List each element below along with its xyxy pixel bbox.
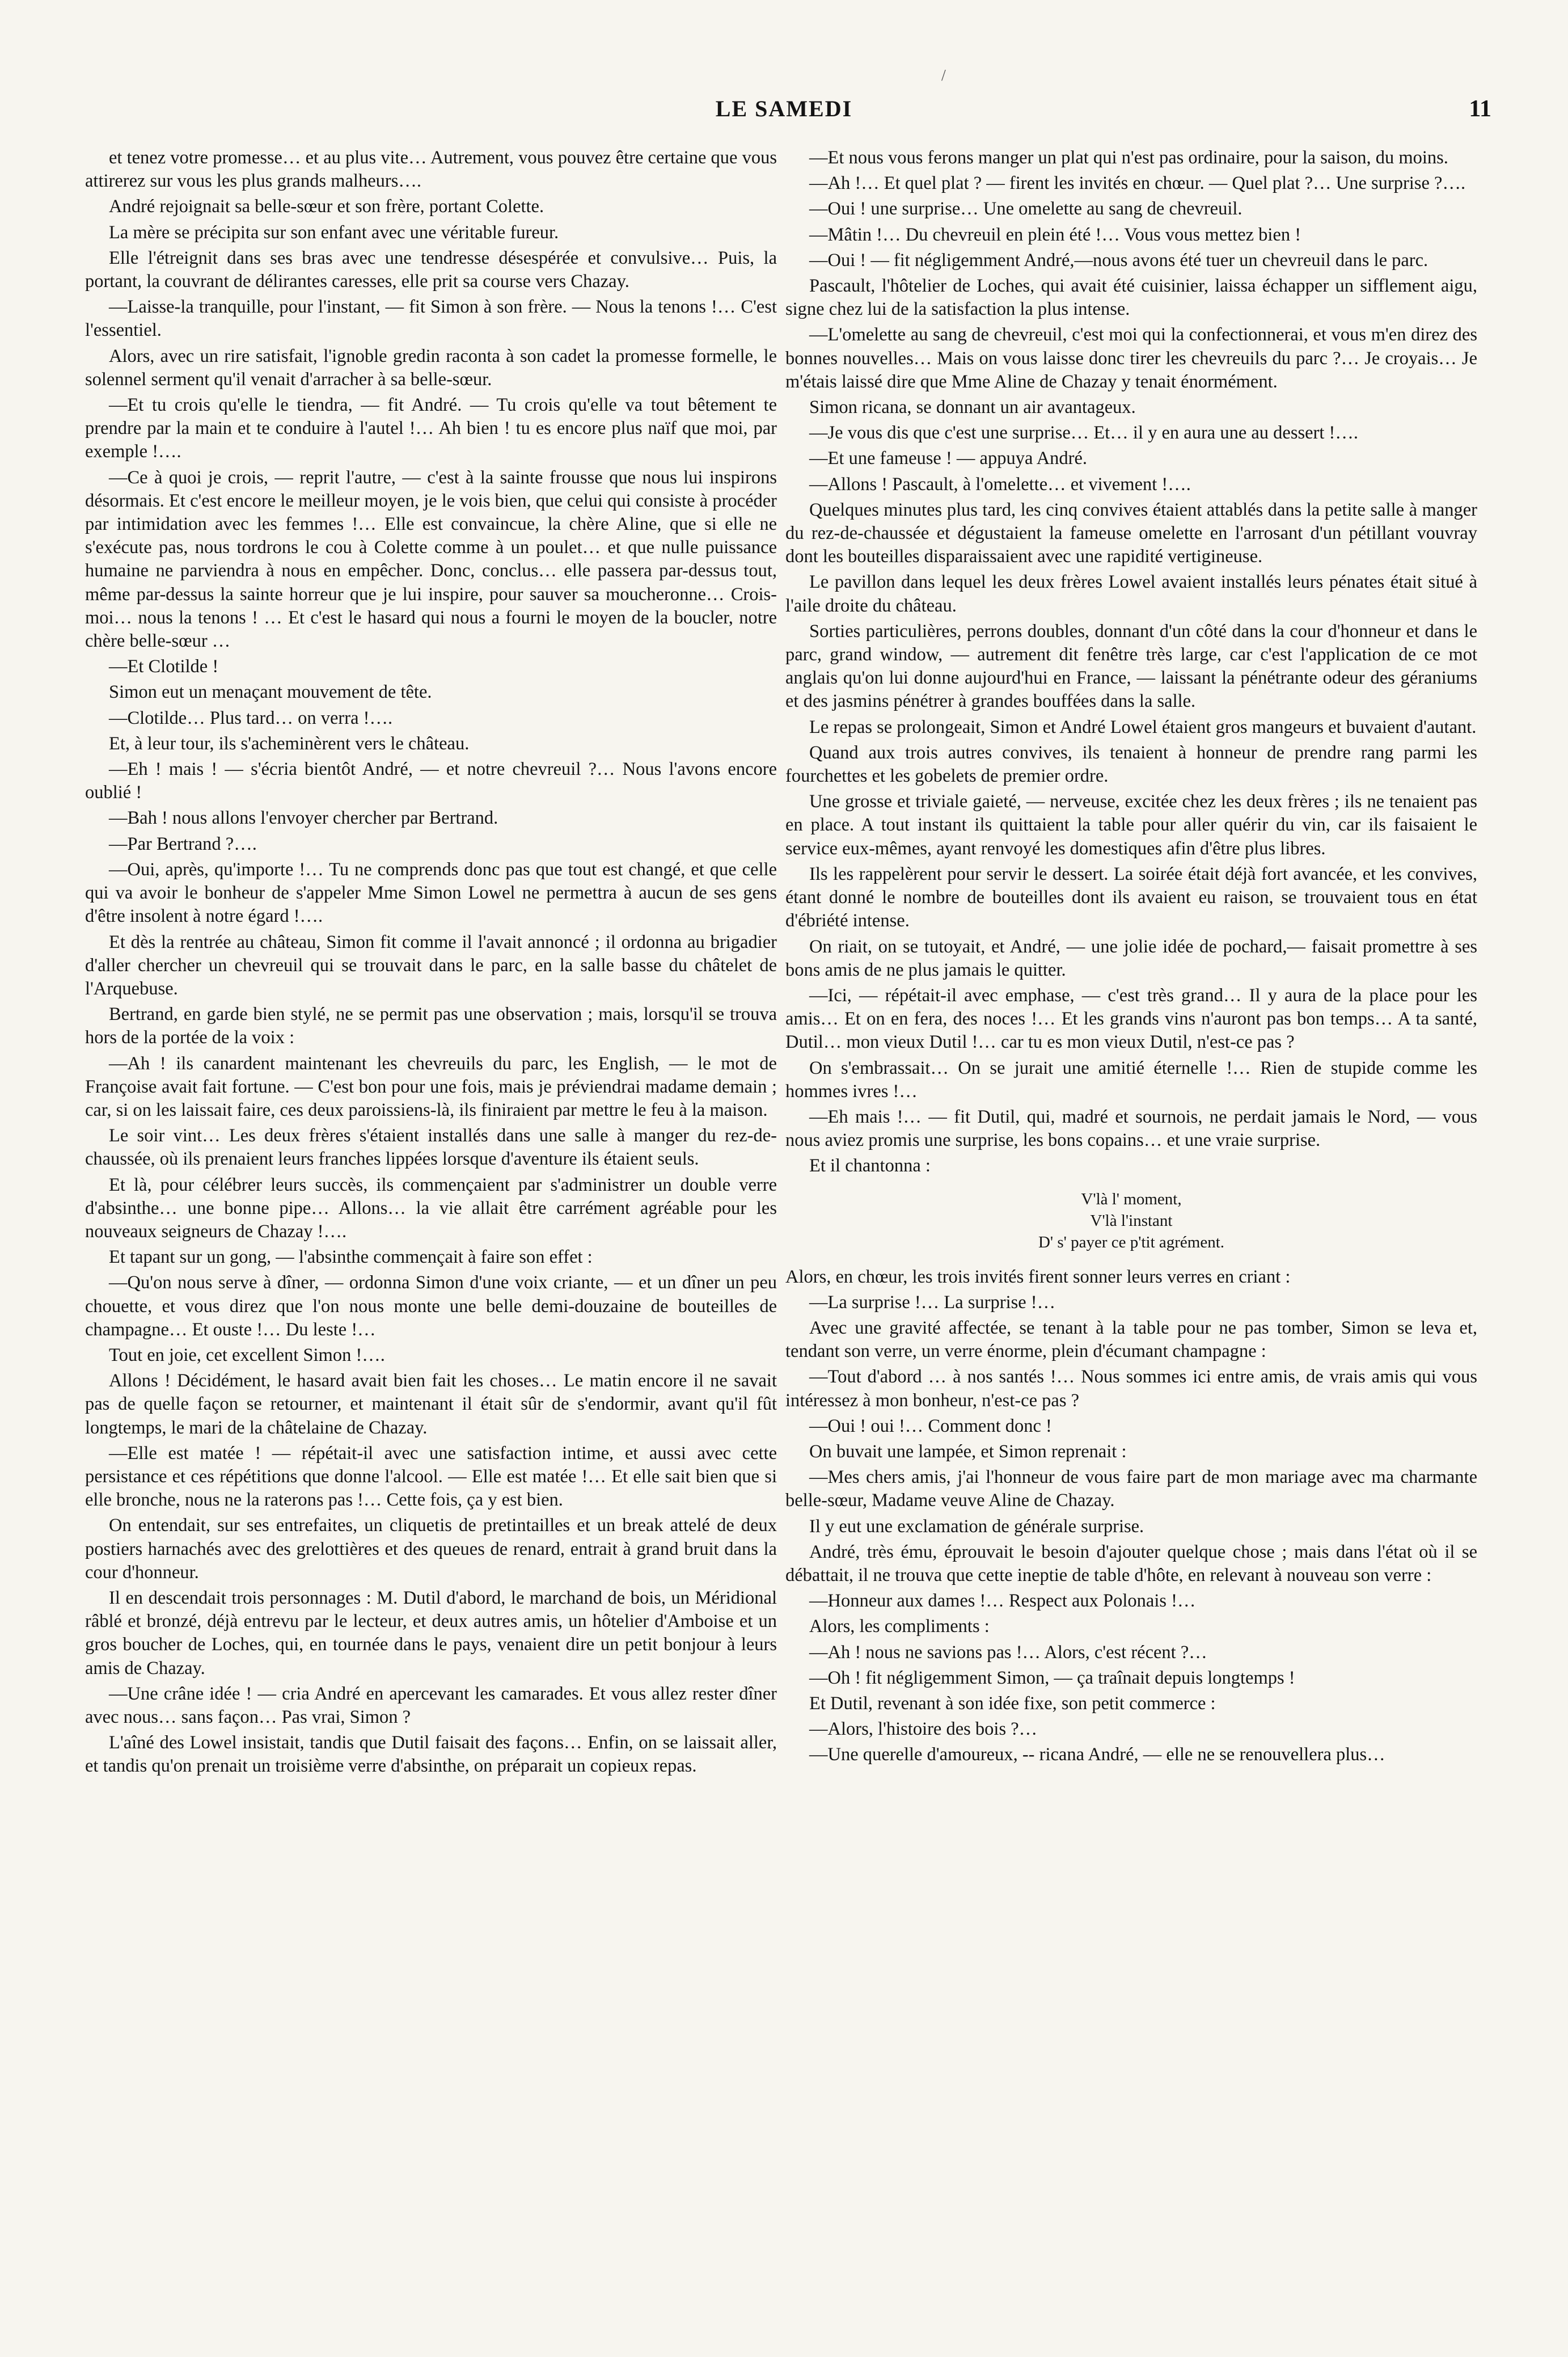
paragraph: André rejoignait sa belle-sœur et son frère, portant Colette. [109,196,544,217]
paragraph: Et tapant sur un gong, — l'absinthe commençait à faire son effet : [109,1247,593,1268]
paragraph: —Ce à quoi je crois, — reprit l'autre, — c'est à la sainte frousse que nous lui inspirons désormais. Et c'est encore le meilleur moyen, je le vois bien, que celui qui consiste à procéder par intimidation avec les femmes !… Elle est convaincue, la chère Aline, que si elle ne s'exécute pas, nous tordrons le cou à Colette comme à un poulet… et que nulle puissance humaine ne parviendra à nous en empêcher. Donc, conclus… elle passera par-dessus tout, même par-dessus la sainte horreur que je lui inspire, pour sauver sa moucheronne… Crois-moi… nous la tenons ! … Et c'est le hasard qui nous a fourni le moyen de la boucler, notre chère belle-sœur … [85,467,777,652]
paragraph: —Et Clotilde ! [109,656,219,677]
paragraph: —Ah ! ils canardent maintenant les chevreuils du parc, les English, — le mot de Françoise avait fait fortune. — C'est bon pour une fois, mais je préviendrai madame demain ; car, si on les laissait faire, ces deux paroissiens-là, ils finiraient par mettre le feu à la maison. [85,1053,777,1120]
paragraph: La mère se précipita sur son enfant avec une véritable fureur. [109,222,559,243]
paragraph: On s'embrassait… On se jurait une amitié éternelle !… Rien de stupide comme les hommes ivres !… [785,1057,1477,1102]
paragraph: et tenez votre promesse… et au plus vite… Autrement, vous pouvez être certaine que vous attirerez sur vous les plus grands malheurs…. [85,147,777,192]
paragraph: —La surprise !… La surprise !… [809,1292,1056,1313]
paragraph: Alors, avec un rire satisfait, l'ignoble gredin raconta à son cadet la promesse formelle, le solennel serment qu'il venait d'arracher à sa belle-sœur. [85,345,777,390]
paragraph: —Laisse-la tranquille, pour l'instant, — fit Simon à son frère. — Nous la tenons !… C'est l'essentiel. [85,297,777,341]
paragraph: —Eh ! mais ! — s'écria bientôt André, — et notre chevreuil ?… Nous l'avons encore oublié ! [85,759,777,803]
paragraph: Et il chantonna : [809,1156,931,1177]
paragraph: Alors, les compliments : [809,1616,990,1637]
paragraph: Avec une gravité affectée, se tenant à la table pour ne pas tomber, Simon se leva et, tendant son verre, un verre énorme, plein d'écumant champagne : [785,1317,1477,1362]
paragraph: André, très ému, éprouvait le besoin d'ajouter quelque chose ; mais dans l'état où il se débattait, il ne trouva que cette ineptie de table d'hôte, en relevant à nouveau son verre : [785,1541,1477,1586]
paragraph: Le pavillon dans lequel les deux frères Lowel avaient installés leurs pénates était situé à l'aile droite du château. [785,572,1477,616]
verse-line: V'là l'instant [1090,1211,1173,1230]
paragraph: —Qu'on nous serve à dîner, — ordonna Simon d'une voix criante, — et un dîner un peu chouette, et vous direz que l'on nous monte une belle demi-douzaine de bouteilles de champagne… Et ouste !… Du leste !… [85,1272,777,1340]
paragraph: Simon eut un menaçant mouvement de tête. [109,682,432,703]
paragraph: Allons ! Décidément, le hasard avait bien fait les choses… Le matin encore il ne savait pas de quelle façon se retourner, et maintenant il était sûr de s'endormir, avant qu'il fût longtemps, le mari de la châtelaine de Chazay. [85,1371,777,1438]
paragraph: Et là, pour célébrer leurs succès, ils commençaient par s'administrer un double verre d'absinthe… une bonne pipe… Allons… la vie allait être carrément agréable pour les nouveaux seigneurs de Chazay !…. [85,1174,777,1242]
paragraph: Une grosse et triviale gaieté, — nerveuse, excitée chez les deux frères ; ils ne tenaient pas en place. A tout instant ils quittaient la table pour aller quérir du vin, car ils faisaient le service eux-mêmes, ayant renvoyé les domestiques afin d'être plus libres. [785,791,1477,859]
paragraph: —Alors, l'histoire des bois ?… [809,1719,1038,1740]
paragraph: Et, à leur tour, ils s'acheminèrent vers le château. [109,733,470,754]
paragraph: Quelques minutes plus tard, les cinq convives étaient attablés dans la petite salle à manger du rez-de-chaussée et dégustaient la fameuse omelette en l'arrosant d'un pétillant vouvray dont les bouteilles disparaissaient avec une rapidité vertigineuse. [785,499,1477,567]
paragraph: —Mâtin !… Du chevreuil en plein été !… Vous vous mettez bien ! [809,224,1301,245]
right-column-text-top [785,146,1477,1178]
paragraph: Sorties particulières, perrons doubles, donnant d'un côté dans la cour d'honneur et dans le parc, grand window, — autrement dit fenêtre très large, car c'est l'application de ce mot anglais qu'on lui donne aujourd'hui en France, — laissant la pénétrante odeur des géraniums et des jasmins pénétrer à grandes bouffées dans la salle. [785,621,1477,712]
paragraph: On riait, on se tutoyait, et André, — une jolie idée de pochard,— faisait promettre à ses bons amis de ne plus jamais le quitter. [785,936,1477,980]
song-verse [785,1188,1477,1253]
verse-line: V'là l' moment, [1081,1190,1182,1208]
paragraph: —Oui ! une surprise… Une omelette au sang de chevreuil. [809,199,1242,220]
right-column-text-bottom [785,1266,1477,1767]
paragraph: —Allons ! Pascault, à l'omelette… et vivement !…. [809,474,1191,495]
paragraph: —Elle est matée ! — répétait-il avec une satisfaction intime, et aussi avec cette persistance et ces répétitions que donne l'alcool. — Elle est matée !… Et elle sait bien que si elle bronche, nous ne la raterons pas !… Cette fois, ça y est bien. [85,1443,777,1511]
paragraph: L'aîné des Lowel insistait, tandis que Dutil faisait des façons… Enfin, on se laissait aller, et tandis qu'on prenait un troisième verre d'absinthe, on préparait un copieux repas. [85,1732,777,1777]
paragraph: Pascault, l'hôtelier de Loches, qui avait été cuisinier, laissa échapper un sifflement aigu, signe chez lui de la satisfaction la plus intense. [785,276,1477,320]
paragraph: —Une querelle d'amoureux, -- ricana André, — elle ne se renouvellera plus… [809,1744,1385,1765]
paragraph: —Oui ! oui !… Comment donc ! [809,1415,1052,1436]
paragraph: —Et nous vous ferons manger un plat qui n'est pas ordinaire, pour la saison, du moins. [809,147,1448,168]
paragraph: Et Dutil, revenant à son idée fixe, son petit commerce : [809,1693,1216,1714]
print-mark: / [941,67,946,85]
paragraph: —Oh ! fit négligemment Simon, — ça traînait depuis longtemps ! [809,1667,1295,1688]
paragraph: Quand aux trois autres convives, ils tenaient à honneur de prendre rang parmi les fourchettes et les gobelets de premier ordre. [785,742,1477,787]
paragraph: Le soir vint… Les deux frères s'étaient installés dans une salle à manger du rez-de-chaussée, où ils prenaient leurs franches lippées lorsque d'aventure ils étaient seuls. [85,1125,777,1170]
right-column [785,146,1477,1769]
paragraph: —L'omelette au sang de chevreuil, c'est moi qui la confectionnerai, et vous m'en direz des bonnes nouvelles… Mais on vous laisse donc tirer les chevreuils du parc ?… Je croyais… Je m'étais laissé dire que Mme Aline de Chazay y tenait énormément. [785,324,1477,392]
left-column [85,146,777,1781]
paragraph: —Je vous dis que c'est une surprise… Et… il y en aura une au dessert !…. [809,423,1358,444]
paragraph: —Une crâne idée ! — cria André en apercevant les camarades. Et vous allez rester dîner avec nous… sans façon… Pas vrai, Simon ? [85,1683,777,1727]
paragraph: —Ah !… Et quel plat ? — firent les invités en chœur. — Quel plat ?… Une surprise ?…. [809,173,1466,194]
paragraph: Le repas se prolongeait, Simon et André Lowel étaient gros mangeurs et buvaient d'autant. [809,716,1477,737]
paragraph: —Bah ! nous allons l'envoyer chercher par Bertrand. [109,808,498,829]
paragraph: Tout en joie, cet excellent Simon !…. [109,1344,385,1365]
paragraph: —Eh mais !… — fit Dutil, qui, madré et sournois, ne perdait jamais le Nord, — vous nous aviez promis une surprise, les bons copains… et une vraie surprise. [785,1106,1477,1151]
paragraph: Elle l'étreignit dans ses bras avec une tendresse désespérée et convulsive… Puis, la portant, la couvrant de délirantes caresses, elle prit sa course vers Chazay. [85,247,777,292]
page-number: 11 [1469,96,1491,122]
paragraph: Simon ricana, se donnant un air avantageux. [809,397,1136,418]
paragraph: Il y eut une exclamation de générale surprise. [809,1516,1144,1537]
paragraph: —Oui ! — fit négligemment André,—nous avons été tuer un chevreuil dans le parc. [809,250,1428,271]
paragraph: —Par Bertrand ?…. [109,833,257,854]
paragraph: Il en descendait trois personnages : M. Dutil d'abord, le marchand de bois, un Méridional râblé et bronzé, déjà entrevu par le lecteur, et deux autres amis, un hôtelier d'Amboise et un gros boucher de Loches, qui, en tournée dans le pays, venaient dire un petit bonjour à leurs amis de Chazay. [85,1587,777,1679]
paragraph: —Mes chers amis, j'ai l'honneur de vous faire part de mon mariage avec ma charmante belle-sœur, Madame veuve Aline de Chazay. [785,1467,1477,1511]
paragraph: —Honneur aux dames !… Respect aux Polonais !… [809,1591,1196,1612]
paragraph: On buvait une lampée, et Simon reprenait : [809,1441,1127,1462]
verse-line: D' s' payer ce p'tit agrément. [1038,1233,1225,1251]
paragraph: Ils les rappelèrent pour servir le dessert. La soirée était déjà fort avancée, et les convives, étant donné le nombre de bouteilles dont ils avaient eu raison, se trouvaient tous en état d'ébriété intense. [785,863,1477,931]
paragraph: Bertrand, en garde bien stylé, ne se permit pas une observation ; mais, lorsqu'il se trouva hors de la portée de la voix : [85,1004,777,1048]
paragraph: Alors, en chœur, les trois invités firent sonner leurs verres en criant : [785,1266,1291,1287]
paragraph: —Tout d'abord … à nos santés !… Nous sommes ici entre amis, de vrais amis qui vous intéressez à mon bonheur, n'est-ce pas ? [785,1367,1477,1411]
paragraph: —Clotilde… Plus tard… on verra !…. [109,707,393,728]
paragraph: —Ah ! nous ne savions pas !… Alors, c'est récent ?… [809,1642,1207,1663]
paragraph: —Et une fameuse ! — appuya André. [809,448,1088,469]
paragraph: —Et tu crois qu'elle le tiendra, — fit André. — Tu crois qu'elle va tout bêtement te prendre par la main et te conduire à l'autel !… Ah bien ! tu es encore plus naïf que moi, par exemple !…. [85,395,777,462]
page-title: LE SAMEDI [715,96,853,121]
paragraph: On entendait, sur ses entrefaites, un cliquetis de pretintailles et un break attelé de deux postiers harnachés avec des grelottières et des queues de renard, entrait à grand bruit dans la cour d'honneur. [85,1515,777,1583]
paragraph: —Ici, — répétait-il avec emphase, — c'est très grand… Il y aura de la place pour les amis… Et on en fera, des noces !… Et les grands vins n'auront pas bon temps… A ta santé, Dutil… mon vieux Dutil !… car tu es mon vieux Dutil, n'est-ce pas ? [785,985,1477,1053]
paragraph: —Oui, après, qu'importe !… Tu ne comprends donc pas que tout est changé, et que celle qui va avoir le bonheur de s'appeler Mme Simon Lowel ne permettra à aucun de ses gens d'être insolent à notre égard !…. [85,859,777,927]
paragraph: Et dès la rentrée au château, Simon fit comme il l'avait annoncé ; il ordonna au brigadier d'aller chercher un chevreuil qui se trouvait dans le parc, en la salle basse du châtelet de l'Arquebuse. [85,931,777,999]
